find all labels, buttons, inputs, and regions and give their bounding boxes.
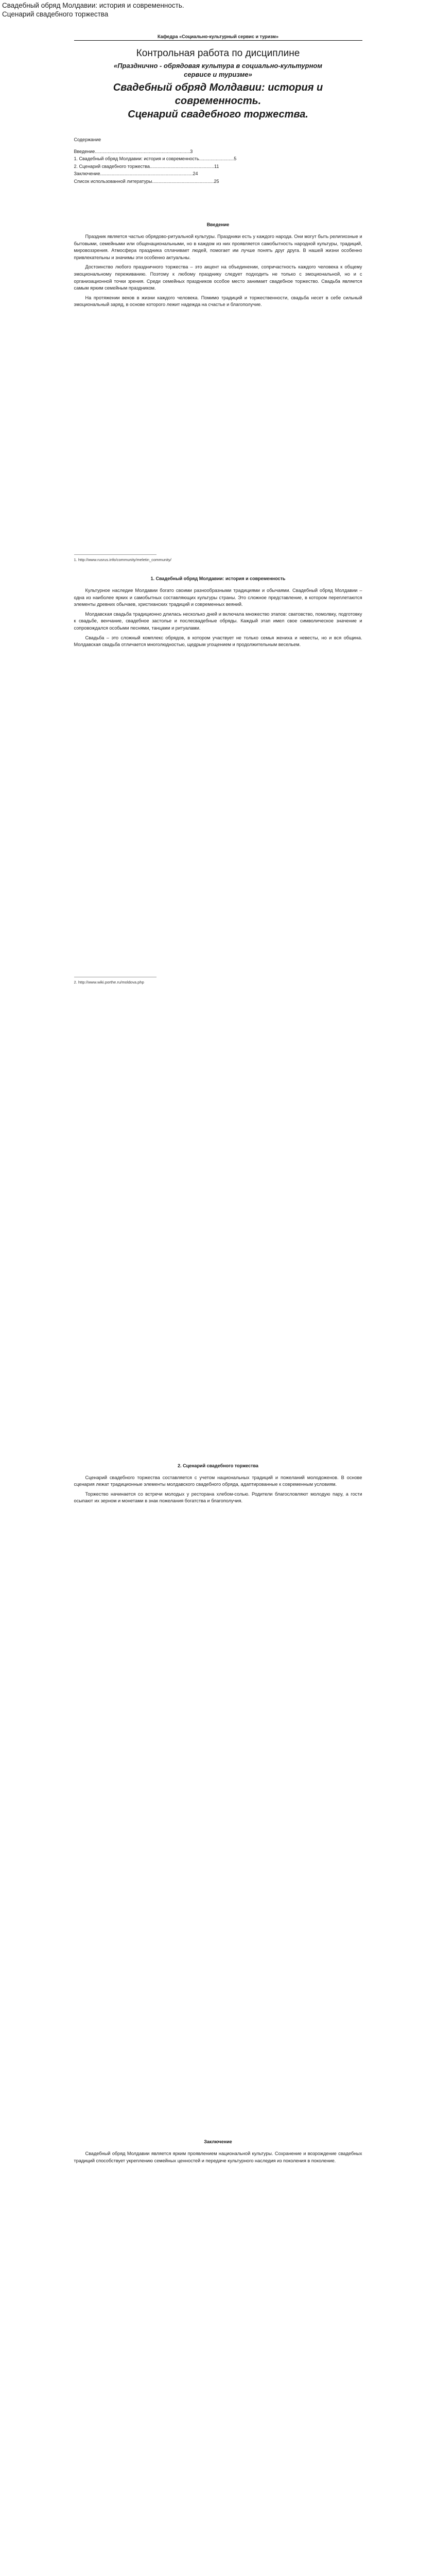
section-title-chapter2: 2. Сценарий свадебного торжества [178,1463,258,1468]
paragraph: Культурное наследие Молдавии богато своими разнообразными традициями и обычаями. Свадебный обряд Молдавии – одна из наиболее ярких и самобытных составляющих культуры страны. Это сложное представление, в котором переплетаются элементы древних обычаев, христианских традиций и современных веяний. [74,587,362,607]
divider [74,40,362,41]
discipline-name: «Праздничнo - обрядовая культура в социально-культурном сервисе и туризме» [114,62,322,78]
department-label: Кафедра «Социально-культурный сервис и туризм» [158,34,278,39]
work-title: Свадебный обряд Молдавии: история и современность. [113,82,323,107]
paragraph: На протяжении веков в жизни каждого человека. Помимо традиций и торжественности, свадьба несет в себе сильный эмоциональный заряд, в основе которого лежит надежда на счастье и благополучие. [74,295,362,308]
section-title-intro: Введение [206,222,230,227]
section-title-chapter1: 1. Свадебный обряд Молдавии: история и современность [150,575,286,581]
section-title-conclusion: Заключение [204,2139,232,2145]
paragraph: Достоинство любого праздничного торжества – это акцент на объединении, сопричастность каждого человека к общему эмоциональному переживанию. Поэтому к любому празднику следует подходить не только с эмоциональной, но и с организационной точки зрения. Среди семейных праздников особое место занимает свадебное торжество. Свадьба является самым ярким семейным праздником. [74,264,362,291]
toc-heading: Содержание [74,137,101,142]
footnote: 1. http://www.rusrus.info/community/meletin_community/ [74,557,171,562]
toc-item: Введение..........................................................................3 [74,148,193,154]
paragraph: Сценарий свадебного торжества составляется с учетом национальных традиций и пожеланий молодоженов. В основе сценария лежат традиционные элементы молдавского свадебного обряда, адаптированные к современным условиям. [74,1475,362,1487]
work-subtitle: Сценарий свадебного торжества. [128,109,308,120]
toc-item: Заключение........................................................................24 [74,171,198,176]
paragraph: Молдавская свадьба традиционно длилась несколько дней и включала множество этапов: сватовство, помолвку, подготовку к свадьбе, венчание, свадебное застолье и послесвадебные обряды. Каждый этап имел свое символическое значение и сопровождался особыми песнями, танцами и ритуалами. [74,611,362,631]
page-title-line2: Сценарий свадебного торжества [2,10,109,18]
page-title [0,0,436,22]
footnote: 2. http://www.wiki.porthe.ru/moldova.php [74,979,144,985]
paragraph: Свадебный обряд Молдавии является ярким проявлением национальной культуры. Сохранение и возрождение свадебных традиций способствует укреплению семейных ценностей и передаче культурного наследия из поколения в поколение. [74,2151,362,2163]
toc-item: 2. Сценарий свадебного торжества..................................................11 [74,163,219,169]
paragraph: Свадьба – это сложный комплекс обрядов, в котором участвует не только семья жениха и невесты, но и вся община. Молдавская свадьба отличается многолюдностью, щедрым угощением и продолжительным весельем. [74,635,362,648]
paragraph: Праздник является частью обрядово-ритуальной культуры. Праздники есть у каждого народа. Они могут быть религиозные и бытовыми, семейными или общенациональными, но в каждом из них проявляется самобытность народной культуры, традиций, мировоззрения. Атмосфера праздника сплачивает людей, помогает им лучше понять друг друга. В нашей жизни особенно привлекательны и значимы эти особенно актуальны. [74,234,362,260]
toc-item: Список использованной литературы................................................25 [74,178,219,184]
table-of-contents [74,136,362,185]
page-title-line1: Свадебный обряд Молдавии: история и современность. [2,2,184,9]
work-type: Контрольная работа по дисциплине [136,48,300,59]
document [74,22,362,2576]
paragraph: Торжество начинается со встречи молодых у ресторана хлебом-солью. Родители благословляют молодую пару, а гости осыпают их зерном и монетами в знак пожелания богатства и благополучия. [74,1491,362,1504]
toc-item: 1. Свадебный обряд Молдавии: история и современность...........................5 [74,156,237,161]
